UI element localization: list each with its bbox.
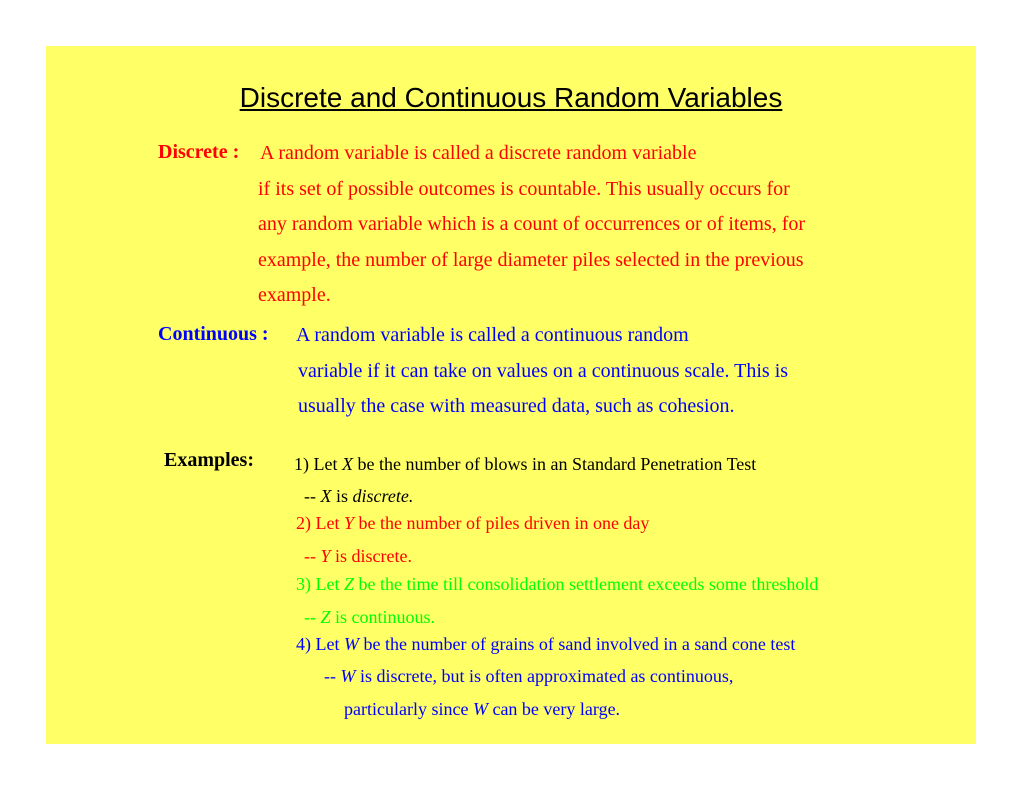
examples-label: Examples: (164, 449, 254, 471)
example-2: 2) Let Y be the number of piles driven in one day (296, 513, 650, 533)
example-4-conclusion: -- W is discrete, but is often approximated as continuous, (324, 666, 734, 686)
continuous-definition (296, 318, 788, 425)
discrete-line: example, the number of large diameter piles selected in the previous (258, 248, 804, 271)
discrete-line: A random variable is called a discrete random variable (260, 142, 697, 164)
example-4-note: particularly since W can be very large. (344, 699, 621, 719)
continuous-line: A random variable is called a continuous random (296, 324, 689, 346)
example-4: 4) Let W be the number of grains of sand involved in a sand cone test (296, 634, 796, 654)
discrete-label: Discrete : (158, 141, 240, 163)
discrete-line: example. (258, 284, 331, 306)
variable-w: W (343, 634, 359, 654)
discrete-definition (260, 136, 805, 314)
example-3-conclusion: -- Z is continuous. (304, 607, 436, 627)
continuous-line: variable if it can take on values on a continuous scale. This is (298, 359, 789, 382)
example-1-conclusion: -- X is discrete. (304, 486, 414, 506)
example-2-conclusion: -- Y is discrete. (304, 546, 412, 566)
variable-x: X (341, 454, 353, 474)
page-title: Discrete and Continuous Random Variables (239, 82, 783, 113)
discrete-line: if its set of possible outcomes is countable. This usually occurs for (258, 177, 790, 200)
variable-z: Z (343, 574, 354, 594)
slide (46, 46, 976, 744)
variable-y: Y (343, 513, 354, 533)
continuous-line: usually the case with measured data, such as cohesion. (298, 395, 735, 417)
example-3: 3) Let Z be the time till consolidation settlement exceeds some threshold (296, 574, 819, 594)
example-1: 1) Let X be the number of blows in an Standard Penetration Test (294, 454, 757, 474)
continuous-label: Continuous : (158, 323, 269, 345)
discrete-line: any random variable which is a count of occurrences or of items, for (258, 213, 806, 235)
